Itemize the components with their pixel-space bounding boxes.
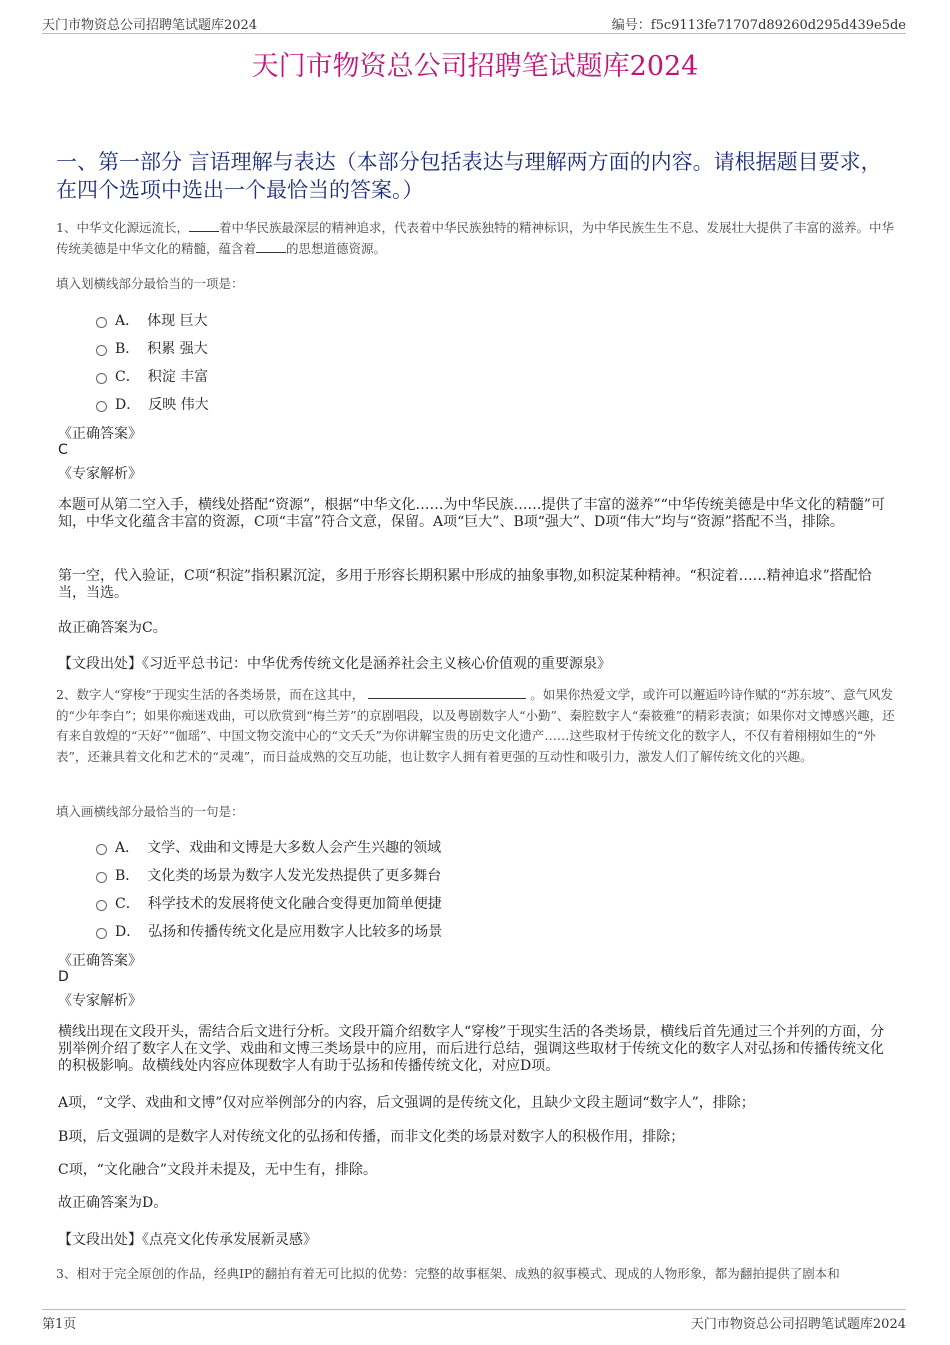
radio-icon[interactable] xyxy=(96,401,107,412)
question-2-blank xyxy=(368,686,526,699)
question-1-blank-2 xyxy=(256,240,286,253)
question-2-text: 2、数字人“穿梭”于现实生活的各类场景，而在这其中， 。如果你热爱文学，或许可以邂逅吟诗作赋的“苏东坡”、意气风发的“少年李白”；如果你痴迷戏曲，可以欣赏到“梅兰芳”的京剧唱段，以及粤剧数字人“小勤”、秦腔数字人“秦筱雅”的精彩表演；如果你对文博感兴趣，还有来自敦煌的“天好”“伽瑶”、中国文物交流中心的“文夭夭”为你讲解宝贵的历史文化遗产……这些取材于传统文化的数字人，不仅有着栩栩如生的“外表”，还兼具着文化和艺术的“灵魂”，而日益成熟的交互功能，也让数字人拥有着更强的互动性和吸引力，激发人们了解传统文化的兴趣。 xyxy=(56,687,895,764)
question-2-analysis-paragraph: A项，“文学、戏曲和文博”仅对应举例部分的内容，后文强调的是传统文化，且缺少文段主题词“数字人”，排除； xyxy=(58,1095,755,1111)
question-2-option-c[interactable]: C． 科学技术的发展将使文化融合变得更加简单便捷 xyxy=(96,893,442,913)
question-2-source: 【文段出处】《点亮文化传承发展新灵感》 xyxy=(58,1232,317,1248)
section-heading: 一、第一部分 言语理解与表达（本部分包括表达与理解两方面的内容。请根据题目要求，在四个选项中选出一个最恰当的答案。） xyxy=(56,150,882,202)
footer-title: 天门市物资总公司招聘笔试题库2024 xyxy=(690,1317,906,1332)
question-3-text: 3、相对于完全原创的作品，经典IP的翻拍有着无可比拟的优势：完整的故事框架、成熟的叙事模式、现成的人物形象，都为翻拍提供了剧本和 xyxy=(56,1266,840,1281)
page-title: 天门市物资总公司招聘笔试题库2024 xyxy=(251,51,699,82)
question-2-analysis-paragraph: 横线出现在文段开头，需结合后文进行分析。文段开篇介绍数字人“穿梭”于现实生活的各类场景，横线后首先通过三个并列的方面，分别举例介绍了数字人在文学、戏曲和文博三类场景中的应用，而后进行总结，强调这些取材于传统文化的数字人对弘扬和传播传统文化的积极影响。故横线处内容应体现数字人有助于弘扬和传播传统文化，对应D项。 xyxy=(58,1024,885,1074)
question-1-text: 1、中华文化源远流长， 着中华民族最深层的精神追求，代表着中华民族独特的精神标识，为中华民族生生不息、发展壮大提供了丰富的滋养。中华传统美德是中华文化的精髓，蕴含着 的思想道德资源。 xyxy=(56,220,894,256)
question-1-analysis-label: 《专家解析》 xyxy=(58,466,142,482)
radio-icon[interactable] xyxy=(96,928,107,939)
question-2-analysis-paragraph: C项，“文化融合”文段并未提及，无中生有，排除。 xyxy=(58,1162,378,1178)
radio-icon[interactable] xyxy=(96,373,107,384)
question-2-answer-label: 《正确答案》 xyxy=(58,953,142,969)
radio-icon[interactable] xyxy=(96,345,107,356)
question-1-blank-1 xyxy=(189,219,219,232)
question-2-prompt: 填入画横线部分最恰当的一句是： xyxy=(56,804,244,819)
question-2-analysis-label: 《专家解析》 xyxy=(58,993,142,1009)
question-1-option-a[interactable]: A． 体现 巨大 xyxy=(96,310,208,330)
question-2-option-b[interactable]: B． 文化类的场景为数字人发光发热提供了更多舞台 xyxy=(96,865,441,885)
page-number: 第1页 xyxy=(42,1317,77,1332)
radio-icon[interactable] xyxy=(96,317,107,328)
question-1-option-c[interactable]: C． 积淀 丰富 xyxy=(96,366,208,386)
question-2-option-d[interactable]: D． 弘扬和传播传统文化是应用数字人比较多的场景 xyxy=(96,921,442,941)
question-2-analysis-paragraph: B项，后文强调的是数字人对传统文化的弘扬和传播，而非文化类的场景对数字人的积极作用，排除； xyxy=(58,1129,685,1145)
question-1-option-b[interactable]: B． 积累 强大 xyxy=(96,338,208,358)
question-1-source: 【文段出处】《习近平总书记：中华优秀传统文化是涵养社会主义核心价值观的重要源泉》 xyxy=(58,656,611,672)
footer-divider xyxy=(42,1309,906,1310)
question-2-analysis-paragraph: 故正确答案为D。 xyxy=(58,1195,168,1211)
question-1-prompt: 填入划横线部分最恰当的一项是： xyxy=(56,276,244,291)
question-1-analysis-paragraph: 故正确答案为C。 xyxy=(58,620,167,636)
question-1-answer: C xyxy=(58,442,68,458)
header-left-title: 天门市物资总公司招聘笔试题库2024 xyxy=(42,18,258,33)
header-divider xyxy=(42,33,906,34)
question-2-option-a[interactable]: A． 文学、戏曲和文博是大多数人会产生兴趣的领域 xyxy=(96,837,441,857)
question-1-option-d[interactable]: D． 反映 伟大 xyxy=(96,394,209,414)
radio-icon[interactable] xyxy=(96,844,107,855)
header-doc-id: 编号：f5c9113fe71707d89260d295d439e5de xyxy=(611,18,906,33)
radio-icon[interactable] xyxy=(96,872,107,883)
question-1-analysis-paragraph: 第一空，代入验证，C项“积淀”指积累沉淀，多用于形容长期积累中形成的抽象事物,如积淀某种精神。“积淀着……精神追求”搭配恰当，当选。 xyxy=(58,568,872,601)
question-2-answer: D xyxy=(58,969,69,985)
question-1-answer-label: 《正确答案》 xyxy=(58,426,142,442)
radio-icon[interactable] xyxy=(96,900,107,911)
question-1-analysis-paragraph: 本题可从第二空入手，横线处搭配“资源”，根据“中华文化……为中华民族……提供了丰富的滋养”“中华传统美德是中华文化的精髓”可知，中华文化蕴含丰富的资源，C项“丰富”符合文意，保留。A项“巨大”、B项“强大”、D项“伟大”均与“资源”搭配不当，排除。 xyxy=(58,497,885,530)
